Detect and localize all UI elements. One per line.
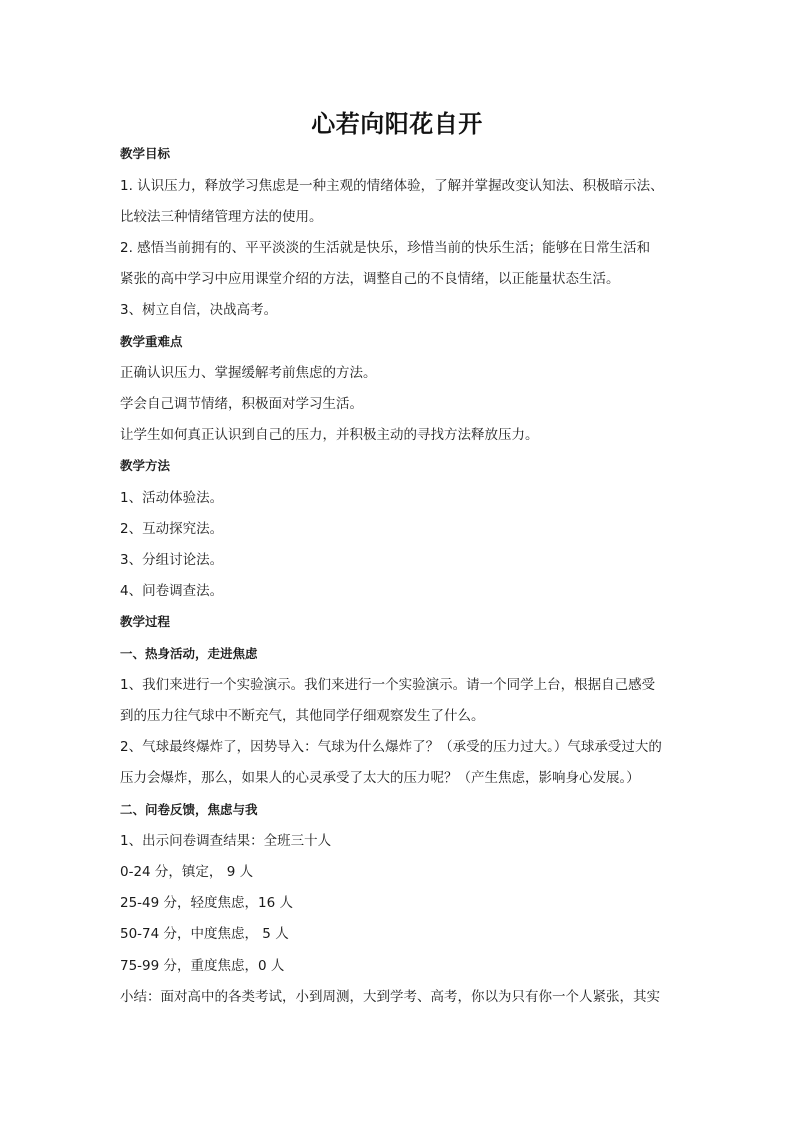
paragraph-line: 紧张的高中学习中应用课堂介绍的方法，调整自己的不良情绪，以正能量状态生活。: [120, 271, 620, 287]
list-item: 1、活动体验法。: [120, 490, 224, 506]
paragraph-line: 压力会爆炸，那么，如果人的心灵承受了太大的压力呢？（产生焦虑，影响身心发展。）: [120, 770, 640, 786]
paragraph-line: 到的压力往气球中不断充气，其他同学仔细观察发生了什么。: [120, 708, 485, 724]
subheading-survey: 二、问卷反馈，焦虑与我: [120, 802, 258, 817]
paragraph-line: 小结：面对高中的各类考试，小到周测，大到学考、高考，你以为只有你一个人紧张，其实: [120, 989, 660, 1005]
paragraph-line: 2. 感悟当前拥有的、平平淡淡的生活就是快乐，珍惜当前的快乐生活；能够在日常生活和: [120, 240, 651, 256]
paragraph-line: 3、树立自信，决战高考。: [120, 302, 278, 318]
paragraph-line: 学会自己调节情绪，积极面对学习生活。: [120, 396, 363, 412]
survey-result-line: 25-49 分，轻度焦虑，16 人: [120, 895, 293, 911]
survey-result-line: 75-99 分，重度焦虑，0 人: [120, 958, 285, 974]
paragraph-line: 正确认识压力、掌握缓解考前焦虑的方法。: [120, 365, 377, 381]
document-title: 心若向阳花自开: [311, 110, 483, 138]
heading-key-points: 教学重难点: [120, 334, 183, 349]
survey-result-line: 0-24 分，镇定， 9 人: [120, 864, 254, 880]
paragraph-line: 1、出示问卷调查结果：全班三十人: [120, 833, 332, 849]
list-item: 4、问卷调查法。: [120, 583, 224, 599]
paragraph-line: 2、气球最终爆炸了，因势导入：气球为什么爆炸了？（承受的压力过大。）气球承受过大的: [120, 739, 662, 755]
subheading-warmup: 一、热身活动，走进焦虑: [120, 646, 258, 661]
heading-teaching-goals: 教学目标: [120, 146, 171, 161]
list-item: 2、互动探究法。: [120, 521, 224, 537]
paragraph-line: 1. 认识压力，释放学习焦虑是一种主观的情绪体验，了解并掌握改变认知法、积极暗示法、: [120, 178, 664, 194]
paragraph-line: 1、我们来进行一个实验演示。我们来进行一个实验演示。请一个同学上台，根据自己感受: [120, 677, 656, 693]
paragraph-line: 比较法三种情绪管理方法的使用。: [120, 209, 323, 225]
survey-result-line: 50-74 分，中度焦虑， 5 人: [120, 926, 289, 942]
list-item: 3、分组讨论法。: [120, 552, 224, 568]
heading-teaching-methods: 教学方法: [120, 458, 171, 473]
heading-teaching-process: 教学过程: [120, 614, 171, 629]
paragraph-line: 让学生如何真正认识到自己的压力，并积极主动的寻找方法释放压力。: [120, 427, 539, 443]
